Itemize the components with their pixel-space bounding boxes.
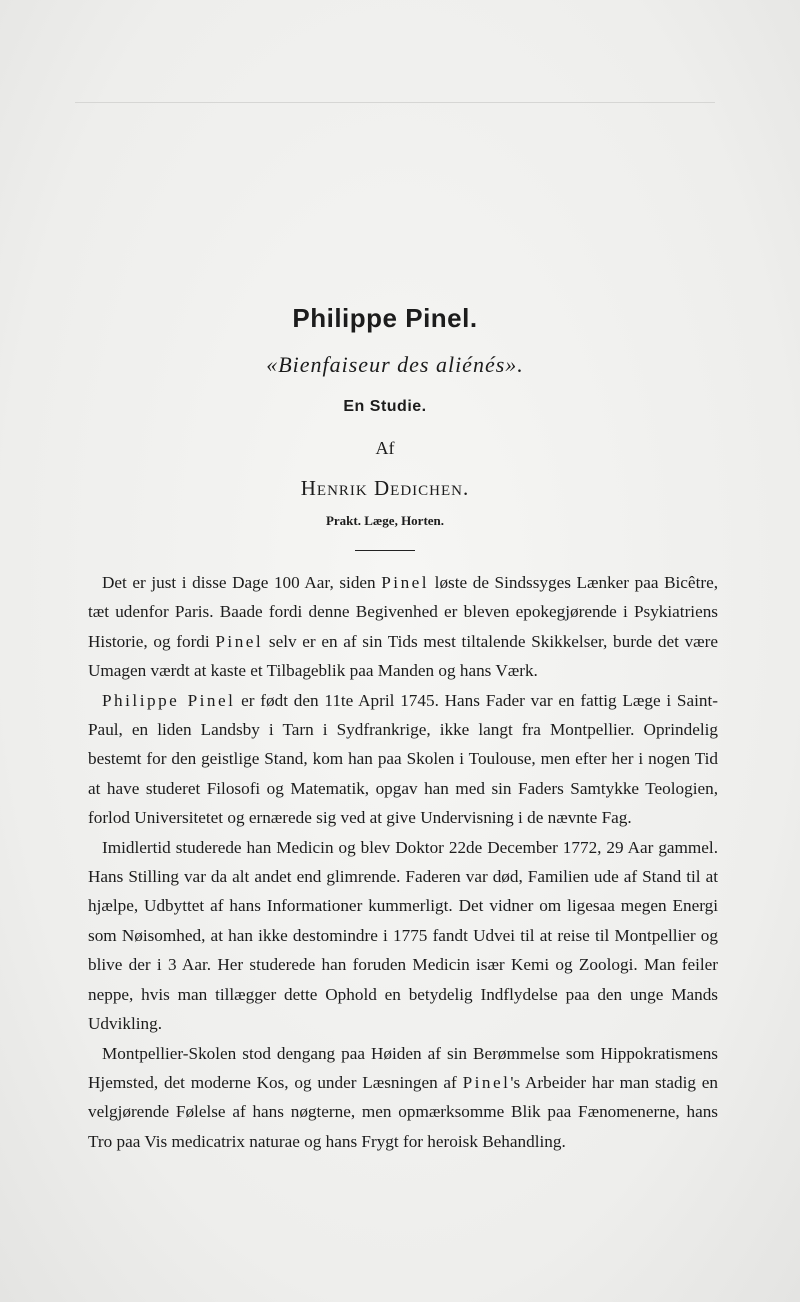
spaced-name: Philippe Pinel bbox=[102, 690, 236, 710]
paragraph-2 bbox=[88, 686, 718, 833]
paragraph-text: Montpellier-Skolen stod dengang paa Høiden af sin Berømmelse som Hippokratismens Hjemsted, det moderne Kos, og under Læsningen af bbox=[88, 1043, 718, 1092]
paragraph-text: Det er just i disse Dage 100 Aar, siden bbox=[102, 573, 382, 592]
paragraph-3: Imidlertid studerede han Medicin og blev Doktor 22de December 1772, 29 Aar gammel. Hans Stilling var da alt andet end glimrende. Faderen var død, Familien ude af Stand til at hjælpe, Udbyttet af hans Informationer kummerligt. Det vidner om ligesaa megen Energi som Nøisomhed, at han ikke destomindre i 1775 fandt Udvei til at reise til Montpellier og blive der i 3 Aar. Her studerede han foruden Medicin især Kemi og Zoologi. Man feiler neppe, hvis man tillægger dette Ophold en betydelig Indflydelse paa den unge Mands Udvikling. bbox=[88, 837, 718, 1034]
article-subtitle: «Bienfaiseur des aliénés». bbox=[266, 352, 524, 377]
paragraph-text: selv er en af sin Tids mest tiltalende Skikkelser, burde det være Umagen værdt at kaste et Tilbageblik paa Manden og hans Værk. bbox=[88, 631, 718, 681]
paragraph-text: 's Arbeider har man stadig en velgjørende Følelse af hans nøgterne, men opmærksomme Blik paa Fænomenerne, hans Tro paa Vis medicatrix naturae og hans Frygt for heroisk Behandling. bbox=[88, 1072, 718, 1151]
spaced-name: Pinel bbox=[215, 631, 264, 651]
byline-af: Af bbox=[375, 438, 395, 458]
spaced-name: Pinel bbox=[381, 573, 430, 592]
paragraph-text: løste de Sindssyges Lænker paa Bicêtre, tæt udenfor Paris. Baade fordi denne Begivenhed er bleven epokegjørende i Psykiatriens Historie, og fordi bbox=[88, 573, 718, 651]
article-body bbox=[88, 568, 718, 1156]
spaced-name: Pinel bbox=[462, 1072, 511, 1092]
separator-rule bbox=[355, 550, 415, 551]
paragraph-4 bbox=[88, 1039, 718, 1157]
author-affiliation: Prakt. Læge, Horten. bbox=[325, 513, 445, 528]
author-name: Henrik Dedichen. bbox=[300, 476, 470, 500]
paragraph-text: er født den 11te April 1745. Hans Fader var en fattig Læge i Saint-Paul, en liden Landsby i Tarn i Sydfrankrige, ikke langt fra Montpellier. Oprindelig bestemt for den geistlige Stand, kom han paa Skolen i Toulouse, men efter her i nogen Tid at have studeret Filosofi og Matematik, opgav han med sin Faders Samtykke Teologien, forlod Universitetet og ernærede sig ved at give Undervisning i de nævnte Fag. bbox=[88, 690, 718, 828]
article-title: Philippe Pinel. bbox=[292, 303, 478, 333]
bleed-through-rule bbox=[75, 102, 715, 103]
paragraph-1 bbox=[88, 568, 718, 686]
article-genre: En Studie. bbox=[343, 398, 427, 415]
